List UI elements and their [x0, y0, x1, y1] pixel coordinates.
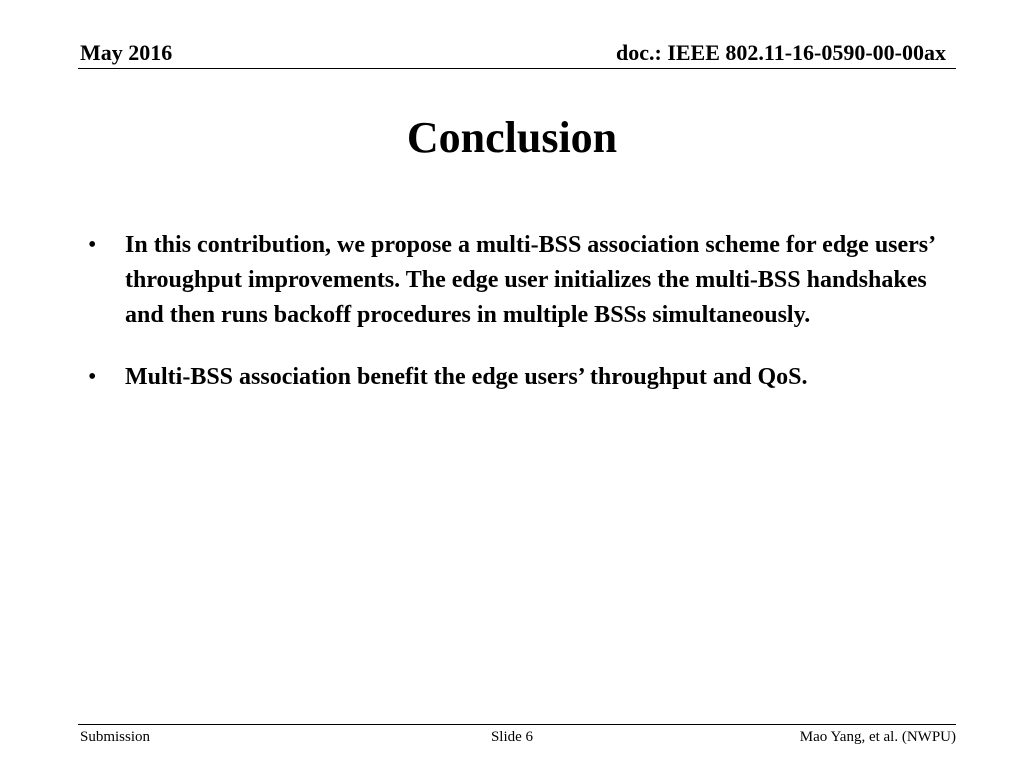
bullet-text: In this contribution, we propose a multi-BSS association scheme for edge users’ throughput improvements. The edge user initializes the multi-BSS handshakes and then runs backoff procedures in multiple BSSs simultaneously.: [125, 232, 935, 328]
footer-submission: Submission: [80, 729, 151, 745]
footer-authors: Mao Yang, et al. (NWPU): [799, 729, 956, 745]
header-divider: [78, 68, 956, 69]
bullet-list: [80, 228, 950, 395]
header-date: May 2016: [80, 40, 173, 65]
footer-divider: [78, 724, 956, 725]
bullet-dot-icon: •: [88, 364, 97, 390]
bullet-item: [80, 228, 950, 333]
bullet-item: [80, 360, 950, 395]
footer-slide-number: Slide 6: [490, 729, 534, 745]
bullet-dot-icon: •: [88, 232, 97, 258]
bullet-text: Multi-BSS association benefit the edge users’ throughput and QoS.: [125, 364, 808, 390]
slide-title: Conclusion: [406, 113, 618, 162]
header-doc-id: doc.: IEEE 802.11-16-0590-00-00ax: [616, 40, 946, 65]
